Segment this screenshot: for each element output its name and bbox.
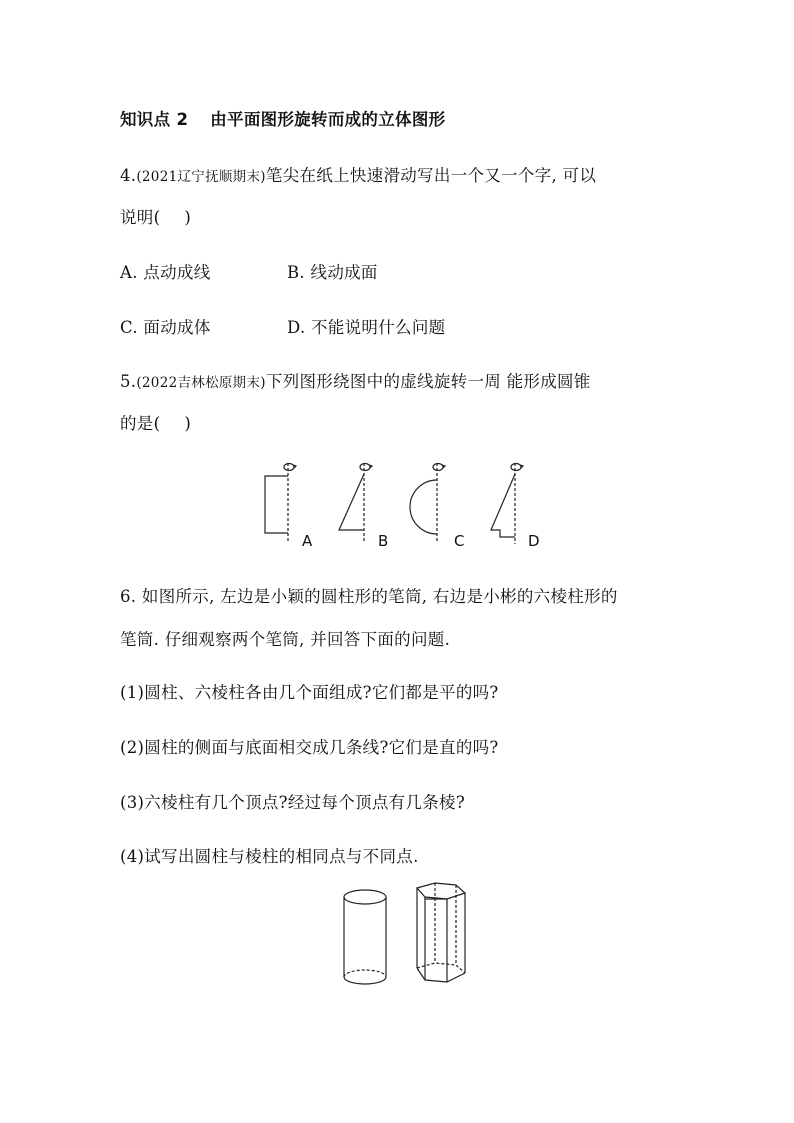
q4-stem-2a: 说明( [120, 208, 161, 227]
figure-d-stepped-triangle [491, 463, 523, 544]
q5-stem-line1 [120, 368, 591, 392]
q4-option-c: C. 面动成体 [120, 318, 211, 337]
q6-sub3: (3)六棱柱有几个顶点?经过每个顶点有几条棱? [120, 793, 465, 812]
figure-label-c: C [454, 532, 465, 550]
q6-stem-line2: 笔筒. 仔细观察两个笔筒, 并回答下面的问题. [120, 630, 451, 649]
q4-stem: 笔尖在纸上快速滑动写出一个又一个字, 可以 [265, 166, 597, 185]
q6-sub4: (4)试写出圆柱与棱柱的相同点与不同点. [120, 847, 419, 866]
section-heading [120, 106, 445, 130]
q6-sub1: (1)圆柱、六棱柱各由几个面组成?它们都是平的吗? [120, 683, 499, 702]
q4-source: (2021辽宁抚顺期末) [136, 169, 266, 185]
figure-label-a: A [302, 532, 313, 550]
q4-option-b: B. 线动成面 [287, 263, 378, 282]
figure-label-b: B [378, 532, 389, 550]
cylinder-figure [344, 890, 386, 984]
q4-stem-2b: ) [184, 208, 192, 227]
q5-rotation-figures [255, 456, 555, 556]
section-title: 由平面图形旋转而成的立体图形 [210, 110, 446, 129]
q4-option-d: D. 不能说明什么问题 [287, 318, 446, 337]
q6-sub2: (2)圆柱的侧面与底面相交成几条线?它们是直的吗? [120, 738, 499, 757]
figure-label-d: D [528, 532, 540, 550]
q5-stem: 下列图形绕图中的虚线旋转一周 能形成圆锥 [265, 372, 591, 391]
q4-option-a: A. 点动成线 [120, 263, 211, 282]
q5-source: (2022吉林松原期末) [136, 375, 266, 391]
q5-stem-line2 [120, 410, 191, 434]
hexagonal-prism-figure [417, 883, 465, 982]
figure-b-triangle [339, 463, 372, 541]
figure-c-semicircle [410, 463, 445, 541]
section-label: 知识点 2 [120, 110, 189, 129]
q6-stem-line1: 6. 如图所示, 左边是小颖的圆柱形的笔筒, 右边是小彬的六棱柱形的 [120, 587, 618, 606]
q5-stem-2a: 的是( [120, 414, 161, 433]
figure-a-rectangle [265, 463, 296, 541]
q4-stem-line2 [120, 204, 191, 228]
q5-number: 5. [120, 372, 137, 391]
q4-stem-line1 [120, 162, 596, 186]
q5-stem-2b: ) [184, 414, 192, 433]
q4-number: 4. [120, 166, 137, 185]
q6-pen-holders [325, 882, 485, 992]
